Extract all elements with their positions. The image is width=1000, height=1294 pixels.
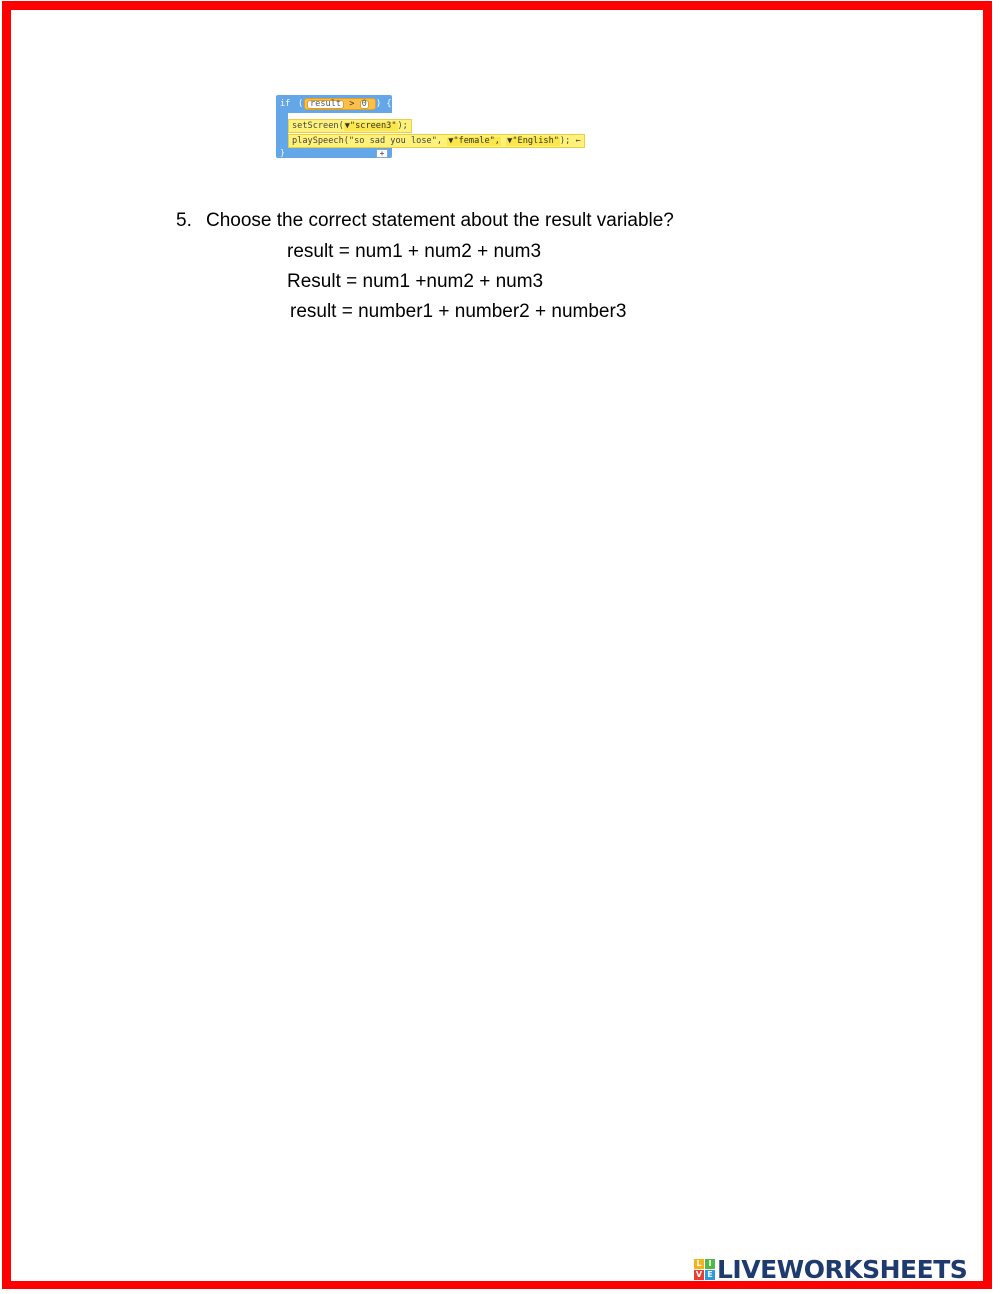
setscreen-end: );	[397, 121, 408, 131]
condition-expression	[304, 98, 376, 110]
answer-option-1[interactable]: result = num1 + num2 + num3	[287, 241, 542, 262]
if-keyword: if	[280, 99, 291, 109]
logo-mark-l: L	[694, 1259, 704, 1269]
if-block-footer	[276, 147, 392, 158]
close-brace: }	[280, 148, 285, 157]
playspeech-statement	[288, 134, 585, 148]
answer-option-3[interactable]: result = number1 + number2 + number3	[290, 301, 627, 322]
answer-option-2[interactable]: Result = num1 +num2 + num3	[287, 271, 544, 292]
liveworksheets-logo	[694, 1256, 967, 1282]
question-5	[176, 210, 674, 232]
live-logo-icon	[694, 1259, 715, 1280]
logo-wordmark: LIVEWORKSHEETS	[717, 1254, 968, 1284]
close-paren-brace: ) {	[376, 99, 392, 109]
logo-mark-e: E	[705, 1270, 715, 1280]
add-statement-icon: +	[376, 149, 388, 158]
setscreen-fn: setScreen(	[292, 121, 344, 131]
condition-op: >	[349, 99, 355, 109]
logo-mark-v: V	[695, 1269, 703, 1279]
logo-mark-i: I	[705, 1259, 715, 1269]
screen-dropdown: ▼"screen3"	[344, 121, 397, 131]
question-text: Choose the correct statement about the result variable?	[206, 210, 674, 231]
playspeech-fn: playSpeech("so sad you lose",	[292, 136, 443, 146]
voice-dropdown: ▼"female",	[448, 136, 500, 146]
red-page-border	[2, 1, 992, 1289]
open-paren: (	[298, 99, 304, 109]
setscreen-statement	[288, 119, 412, 133]
language-dropdown: ▼"English"	[507, 136, 559, 146]
playspeech-end: ); ←	[559, 136, 581, 146]
condition-val: 0	[361, 99, 367, 109]
code-block-image	[276, 95, 648, 165]
condition-var: result	[307, 100, 344, 109]
question-number: 5.	[176, 210, 192, 231]
